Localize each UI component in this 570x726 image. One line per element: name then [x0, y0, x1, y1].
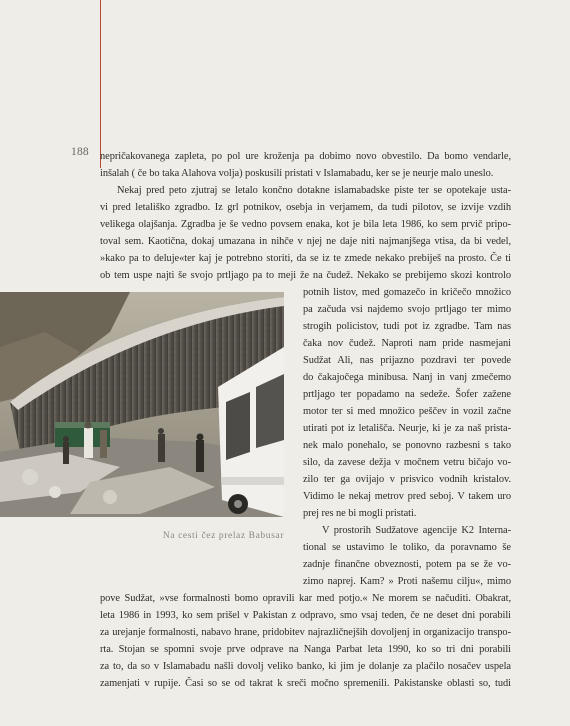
paragraph-line: inšalah ( če bo taka Alahova volja) poskusili pristati v Islamabadu, ker se je neurje malo uneslo.: [100, 168, 494, 179]
paragraph-line: nek malo ponehalo, se ponovno razbesni s tako: [303, 440, 511, 451]
paragraph-line: tional se ustavimo le toliko, da poravnamo še: [303, 542, 511, 553]
paragraph-line: silo, da zavese dežja v močnem vetru bičajo vo-: [303, 457, 511, 468]
paragraph-line: do čakajočega minibusa. Nanj in vanj zmečemo: [303, 372, 511, 383]
paragraph-line: Nekaj pred peto zjutraj se letalo končno dotakne islamabadske piste ter se opotekaje usta-: [117, 185, 511, 196]
page-number: 188: [71, 146, 89, 158]
paragraph-line: Vidimo le nekaj metrov pred seboj. V takem uro: [303, 491, 511, 502]
paragraph-line: Sudžat Ali, nas prijazno pozdravi ter povede: [303, 355, 511, 366]
paragraph-line: leta 1986 in 1993, ko sem prišel v Pakistan z odpravo, smo vsaj teden, če ne deset dni porabili: [100, 610, 511, 621]
paragraph-line: nepričakovanega zapleta, po pol ure kroženja pa dobimo novo obvestilo. Da bomo vendarle,: [100, 151, 511, 162]
paragraph-line: zadnje finančne obveznosti, potem pa se že vo-: [303, 559, 511, 570]
paragraph-line: zamenjati v rupije. Časi so se od takrat k sreči močno spremenili. Pakistanske oblasti so, tudi: [100, 678, 511, 689]
paragraph-line: prtljago ter popadamo na sedeže. Šofer zažene: [303, 389, 511, 400]
paragraph-line: pa začuda vsi najdemo svojo prtljago ter mimo: [303, 304, 511, 315]
paragraph-line: motor ter si med množico peščev in vozil začne: [303, 406, 511, 417]
paragraph-line: velikega olajšanja. Zgradba je še vedno povsem enaka, kot je bila leta 1986, ko sem prvič pripo-: [100, 219, 511, 230]
paragraph-line: zimo naprej. Kam? » Proti našemu cilju«, mimo: [303, 576, 511, 587]
paragraph-line: strogih policistov, tudi pot iz zgradbe. Tam nas: [303, 321, 511, 332]
paragraph-line: »kako pa to deluje«ter kaj je potrebno storiti, da se iz te zmede nekako prebiješ na prosto. Če ti: [100, 253, 511, 264]
paragraph-line: rta. Stojan se spomni svoje prve odprave na Nanga Parbat leta 1990, ko so tri dni porabili: [100, 644, 511, 655]
paragraph-line: za urejanje formalnosti, nabavo hrane, pridobitev najrazličnejših dovoljenj in organizacijo transpo-: [100, 627, 511, 638]
paragraph-line: V prostorih Sudžatove agencije K2 Interna-: [322, 525, 511, 536]
paragraph-line: vi pred letališko zgradbo. Iz grl potnikov, osebja in verjamem, da tudi pilotov, se izvije vzdih: [100, 202, 511, 213]
paragraph-line: za to, da so v Islamabadu našli dovolj veliko banko, ki jim je dolanje za plačilo nosačev uspela: [100, 661, 511, 672]
photo-caption: Na cesti čez prelaz Babusar: [162, 531, 284, 541]
paragraph-line: ob tem uspe najti še svojo prtljago pa to meji že na čudež. Nekako se prebijemo skozi kontrolo: [100, 270, 511, 281]
paragraph-line: zilo ter ga ovijajo v prisvico vodnih kristalov.: [303, 474, 511, 485]
paragraph-line: pove Sudžat, »vse formalnosti bomo opravili kar med potjo.« Ne morem se načuditi. Obakrat,: [100, 593, 511, 604]
paragraph-line: prej res ne bi mogli pristati.: [303, 508, 417, 519]
mountain-road-photo: [0, 292, 284, 517]
paragraph-line: čaka nov čudež. Naproti nam pride nasmejani: [303, 338, 511, 349]
paragraph-line: toval sem. Kaotična, dokaj umazana in nihče v njej ne daje niti najmanjšega vtisa, da bi vedel,: [100, 236, 511, 247]
paragraph-line: utirati pot iz letališča. Neurje, ki je za naš pristа-: [303, 423, 511, 434]
paragraph-line: potnih listov, med gomazečo in kričečo množico: [303, 287, 511, 298]
accent-rule: [100, 0, 101, 168]
